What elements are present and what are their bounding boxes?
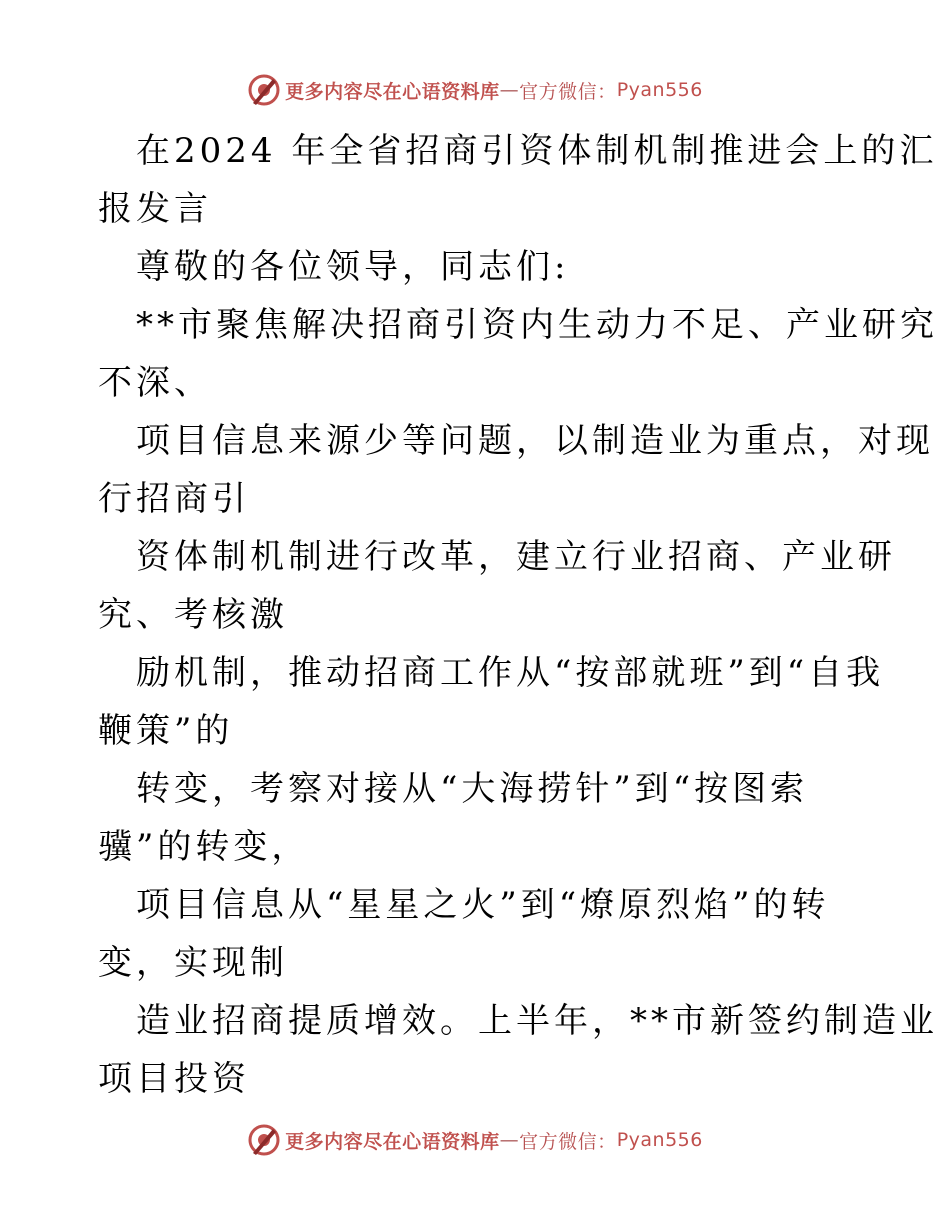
document-body [98,122,938,1108]
banner-wechat-id: Pyan556 [616,1129,703,1151]
text-line: 尊敬的各位领导，同志们: [136,247,570,287]
text-line: 项目信息从“星星之火”到“燎原烈焰”的转 [136,885,830,925]
banner-official-label: 官方微信： [519,80,617,103]
banner-official-label: 官方微信： [519,1130,617,1153]
pen-logo-icon [247,1123,281,1157]
text-line: 励机制，推动招商工作从“按部就班”到“自我 [136,653,885,693]
text-line: **市聚焦解决招商引资内生动力不足、产业研究 [136,305,938,345]
text-line: 不深、 [98,363,212,403]
banner-dash: — [499,1129,520,1151]
text-line: 项目投资 [98,1059,250,1099]
text-line: 行招商引 [98,479,250,519]
text-line: 报发言 [98,189,212,229]
text-line: 转变，考察对接从“大海捞针”到“按图索 [136,769,809,809]
text-line: 鞭策”的 [98,711,234,751]
banner-brand-text: 更多内容尽在心语资料库 [285,1130,500,1153]
banner-dash: — [499,79,520,101]
text-line: 究、考核激 [98,595,288,635]
header-watermark-banner [0,70,950,110]
text-line: 在2024 年全省招商引资体制机制推进会上的汇 [136,131,938,171]
text-line: 造业招商提质增效。上半年，**市新签约制造业 [136,1001,938,1041]
footer-watermark-banner [0,1120,950,1160]
text-line: 骥”的转变， [98,827,310,867]
text-line: 项目信息来源少等问题，以制造业为重点，对现 [136,421,934,461]
text-line: 变，实现制 [98,943,288,983]
text-line: 资体制机制进行改革，建立行业招商、产业研 [136,537,896,577]
pen-logo-icon [247,73,281,107]
banner-brand-text: 更多内容尽在心语资料库 [285,80,500,103]
banner-wechat-id: Pyan556 [616,79,703,101]
